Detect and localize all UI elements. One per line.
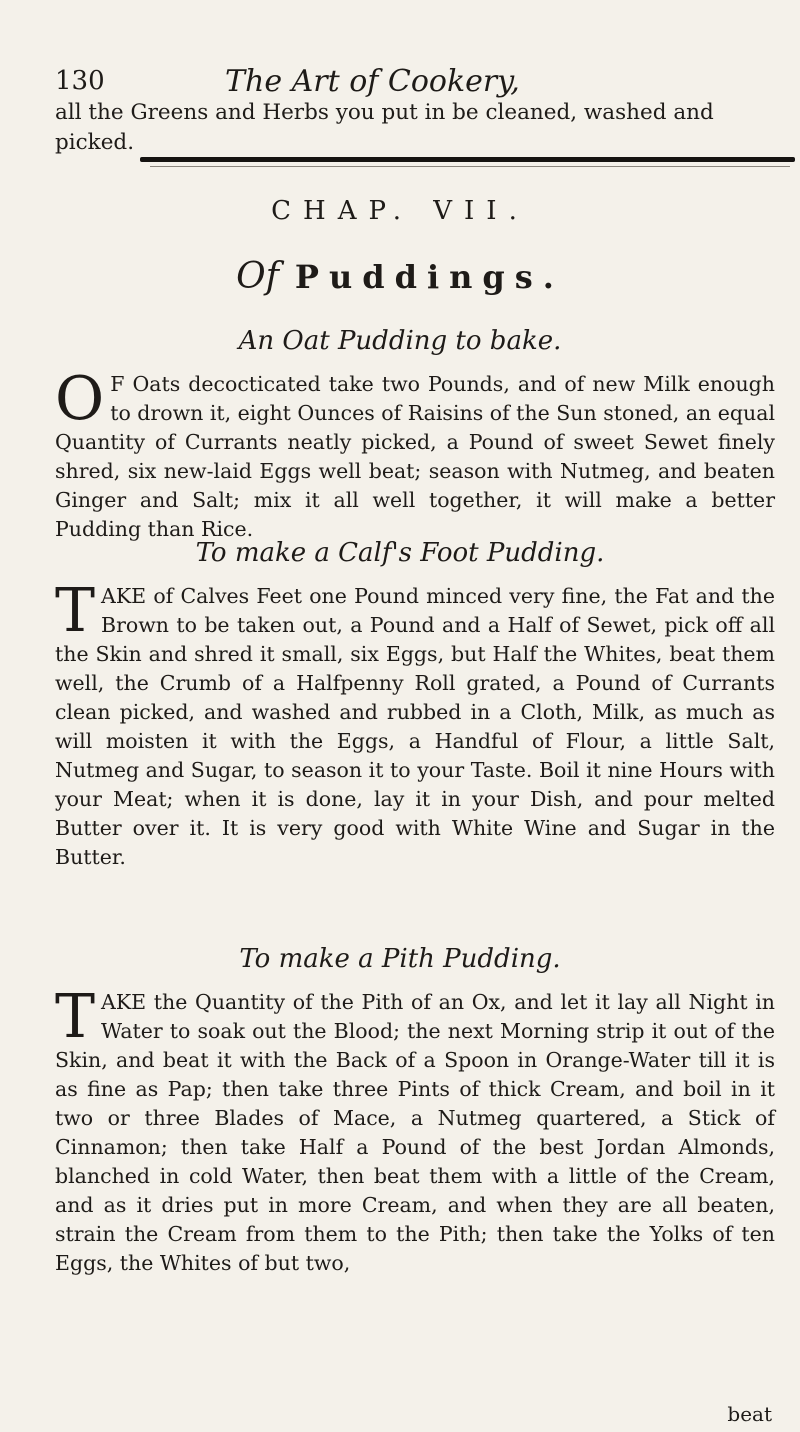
chapter-label: CHAP. VII. — [271, 196, 529, 226]
chapter-title-text: Puddings. — [294, 258, 564, 296]
continued-text: all the Greens and Herbs you put in be cleaned, washed and picked. — [55, 100, 714, 155]
recipe-title-oat-pudding: An Oat Pudding to bake. — [238, 326, 562, 356]
recipe-body-pith-pudding — [55, 982, 775, 1278]
dropcap: T — [55, 982, 96, 1052]
page-number: 130 — [55, 66, 105, 96]
chapter-title — [0, 256, 800, 297]
recipe-body-oat-pudding — [55, 364, 776, 544]
dropcap: O — [55, 364, 105, 434]
chapter-rule — [140, 157, 795, 162]
recipe-text: AKE the Quantity of the Pith of an Ox, and let it lay all Night in Water to soak out the Blood; the next Morning strip it out of the Skin, and beat it with the Back of a Spoon in Orange-Water till it is as fine as Pap; then take three Pints of thick Cream, and boil in it two or three Blades of Mace, a Nutmeg quartered, a Stick of Cinnamon; then take Half a Pound of the best Jordan Almonds, blanched in cold Water, then beat them with a little of the Cream, and as it dries put in more Cream, and when they are all beaten, strain the Cream from them to the Pith; then take the Yolks of ten Eggs, the Whites of but two, — [55, 990, 775, 1275]
recipe-title-pith-pudding: To make a Pith Pudding. — [239, 944, 561, 974]
dropcap: T — [55, 576, 96, 646]
catchword: beat — [727, 1402, 772, 1426]
recipe-text: F Oats decocticated take two Pounds, and of new Milk enough to drown it, eight Ounces of Raisins of the Sun stoned, an equal Quantity of Currants neatly picked, a Pound of sweet Sewet finely shred, six new-laid Eggs well beat; season with Nutmeg, and beaten Ginger and Salt; mix it all well together, it will make a better Pudding than Rice. — [55, 372, 776, 541]
running-title: The Art of Cookery, — [225, 64, 520, 99]
chapter-rule-thin — [150, 166, 790, 167]
chapter-title-of: Of — [236, 256, 279, 297]
recipe-title-calfs-foot-pudding: To make a Calf's Foot Pudding. — [195, 538, 605, 568]
recipe-body-calfs-foot-pudding — [55, 576, 775, 872]
recipe-text: AKE of Calves Feet one Pound minced very fine, the Fat and the Brown to be taken out, a Pound and a Half of Sewet, pick off all the Skin and shred it small, six Eggs, but Half the Whites, beat them well, the Crumb of a Halfpenny Roll grated, a Pound of Currants clean picked, and washed and rubbed in a Cloth, Milk, as much as will moisten it with the Eggs, a Handful of Flour, a little Salt, Nutmeg and Sugar, to season it to your Taste. Boil it nine Hours with your Meat; when it is done, lay it in your Dish, and pour melted Butter over it. It is very good with White Wine and Sugar in the Butter. — [55, 584, 775, 869]
